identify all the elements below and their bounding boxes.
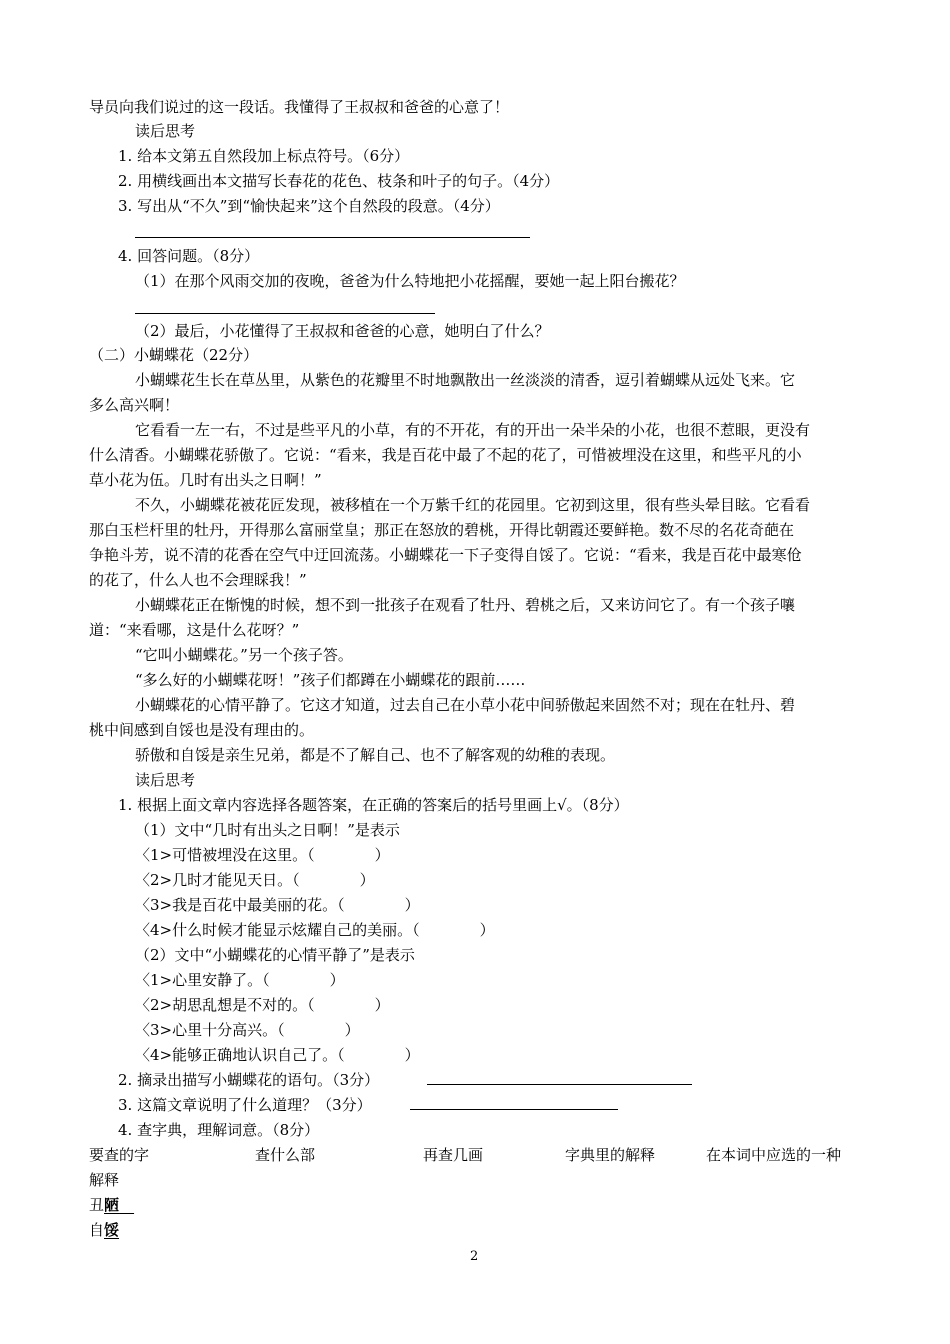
passage-line: “多么好的小蝴蝶花呀！”孩子们都蹲在小蝴蝶花的跟前…… xyxy=(135,671,526,689)
page-number: 2 xyxy=(470,1249,479,1264)
table-header-cell: 再查几画 xyxy=(423,1146,484,1164)
passage-line: 那白玉栏杆里的牡丹，开得那么富丽堂皇；那正在怒放的碧桃，开得比朝霞还要鲜艳。数不尽的名花奇葩在 xyxy=(89,521,795,539)
passage-line: 草小花为伍。几时有出头之日啊！” xyxy=(89,471,322,489)
sub-question: （2）最后，小花懂得了王叔叔和爸爸的心意，她明白了什么？ xyxy=(135,322,550,340)
passage-line: 小蝴蝶花生长在草丛里，从紫色的花瓣里不时地飘散出一丝淡淡的清香，逗引着蝴蝶从远处飞来。它 xyxy=(135,371,796,389)
answer-line xyxy=(135,313,435,314)
word-prefix: 丑 xyxy=(89,1196,105,1214)
word-target: 馁 xyxy=(104,1221,120,1239)
answer-line xyxy=(135,237,530,238)
passage-line: 小蝴蝶花正在惭愧的时候，想不到一批孩子在观看了牡丹、碧桃之后，又来访问它了。有一个孩子嚷 xyxy=(135,596,796,614)
sub-question: （2）文中“小蝴蝶花的心情平静了”是表示 xyxy=(135,946,415,964)
passage-line: 的花了，什么人也不会理睬我！” xyxy=(89,571,307,589)
question: 2. 摘录出描写小蝴蝶花的语句。（3分） xyxy=(118,1071,380,1089)
question: 1. 根据上面文章内容选择各题答案，在正确的答案后的括号里画上√。（8分） xyxy=(118,796,629,814)
question: 2. 用横线画出本文描写长春花的花色、枝条和叶子的句子。（4分） xyxy=(118,172,560,190)
table-header-cell: 在本词中应选的一种 xyxy=(706,1146,842,1164)
table-header-cell: 查什么部 xyxy=(255,1146,316,1164)
answer-line xyxy=(410,1109,618,1110)
sub-question: （1）在那个风雨交加的夜晚，爸爸为什么特地把小花摇醒，要她一起上阳台搬花？ xyxy=(135,272,685,290)
passage-line: 骄傲和自馁是亲生兄弟，都是不了解自己、也不了解客观的幼稚的表现。 xyxy=(135,746,616,764)
choice-option: 〈4>什么时候才能显示炫耀自己的美丽。（ ） xyxy=(135,921,495,939)
passage-line: “它叫小蝴蝶花。”另一个孩子答。 xyxy=(135,646,353,664)
sub-question: （1）文中“几时有出头之日啊！”是表示 xyxy=(135,821,400,839)
passage-line: 多么高兴啊！ xyxy=(89,396,180,414)
choice-option: 〈2>胡思乱想是不对的。（ ） xyxy=(135,996,390,1014)
word-prefix: 自 xyxy=(89,1221,105,1239)
word-target: 陋 xyxy=(104,1196,120,1214)
passage-line: 小蝴蝶花的心情平静了。它这才知道，过去自己在小草小花中间骄傲起来固然不对；现在在牡丹、碧 xyxy=(135,696,796,714)
section-heading: 读后思考 xyxy=(135,771,196,789)
passage-line: 不久，小蝴蝶花被花匠发现，被移植在一个万紫千红的花园里。它初到这里，很有些头晕目眩。它看看 xyxy=(135,496,811,514)
question: 4. 查字典，理解词意。（8分） xyxy=(118,1121,320,1139)
question: 3. 写出从“不久”到“愉快起来”这个自然段的段意。（4分） xyxy=(118,197,500,215)
text-line: 导员向我们说过的这一段话。我懂得了王叔叔和爸爸的心意了！ xyxy=(89,98,510,116)
choice-option: 〈1>心里安静了。（ ） xyxy=(135,971,345,989)
passage-line: 它看看一左一右，不过是些平凡的小草，有的不开花，有的开出一朵半朵的小花，也很不惹眼，更没有 xyxy=(135,421,811,439)
table-header-cell: 要查的字 xyxy=(89,1146,150,1164)
passage-line: 桃中间感到自馁也是没有理由的。 xyxy=(89,721,315,739)
passage-line: 什么清香。小蝴蝶花骄傲了。它说：“看来，我是百花中最了不起的花了，可惜被埋没在这里，和些平凡的小 xyxy=(89,446,802,464)
table-header-cell: 字典里的解释 xyxy=(565,1146,656,1164)
section-title: （二）小蝴蝶花（22分） xyxy=(89,346,259,364)
question: 3. 这篇文章说明了什么道理？（3分） xyxy=(118,1096,372,1114)
question: 1. 给本文第五自然段加上标点符号。（6分） xyxy=(118,147,410,165)
section-heading: 读后思考 xyxy=(135,122,196,140)
choice-option: 〈1>可惜被埋没在这里。（ ） xyxy=(135,846,390,864)
choice-option: 〈3>心里十分高兴。（ ） xyxy=(135,1021,360,1039)
question: 4. 回答问题。（8分） xyxy=(118,247,260,265)
table-header-cell: 解释 xyxy=(89,1171,120,1189)
answer-line xyxy=(427,1084,692,1085)
choice-option: 〈2>几时才能见天日。（ ） xyxy=(135,871,375,889)
choice-option: 〈3>我是百花中最美丽的花。（ ） xyxy=(135,896,420,914)
word-entry xyxy=(89,1220,119,1240)
passage-line: 争艳斗芳，说不清的花香在空气中迂回流荡。小蝴蝶花一下子变得自馁了。它说：“看来，我是百花中最寒伧 xyxy=(89,546,802,564)
passage-line: 道：“来看哪，这是什么花呀？” xyxy=(89,621,300,639)
word-entry xyxy=(89,1195,134,1215)
choice-option: 〈4>能够正确地认识自己了。（ ） xyxy=(135,1046,420,1064)
